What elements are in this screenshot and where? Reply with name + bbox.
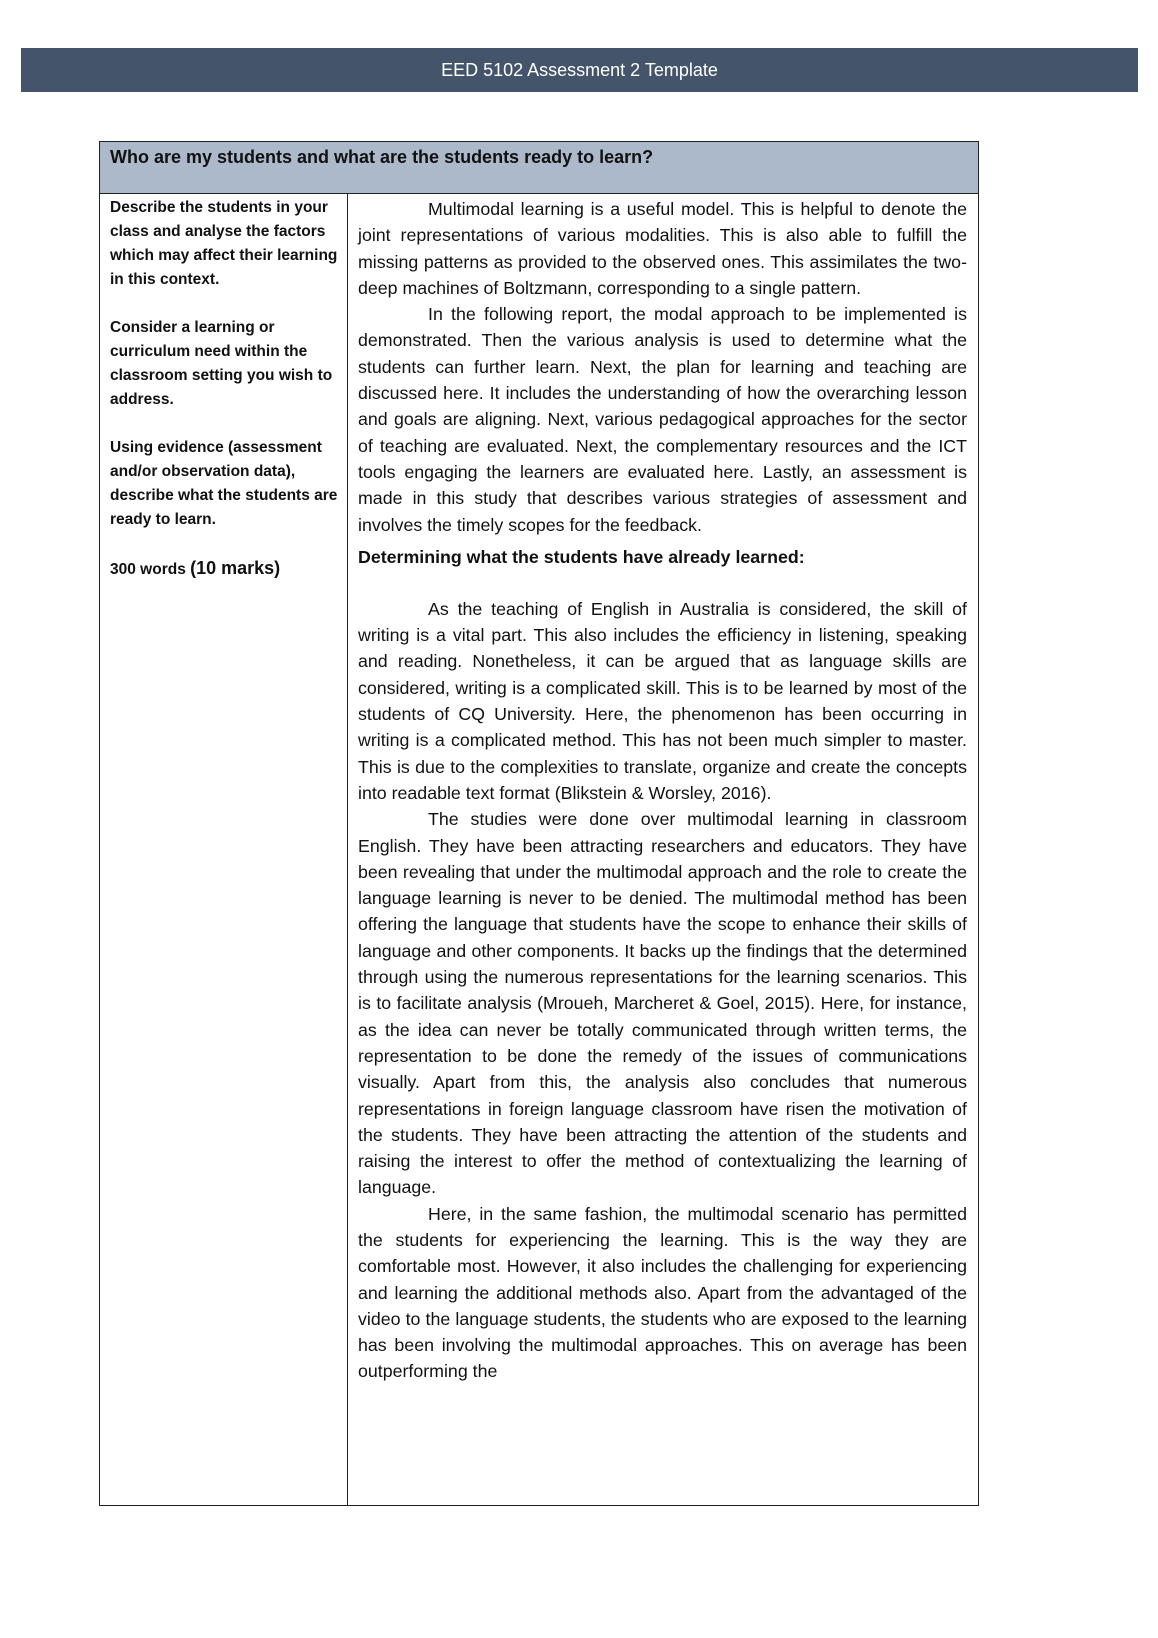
- response-paragraph: Multimodal learning is a useful model. This is helpful to denote the joint representations of various modalities. This is also able to fulfill the missing patterns as provided to the observed ones. This assimilates the two-deep machines of Boltzmann, corresponding to a single pattern.: [358, 199, 967, 298]
- instruction-describe: Describe the students in your class and analyse the factors which may affect their learning in this context.: [110, 199, 338, 288]
- instruction-consider: Consider a learning or curriculum need within the classroom setting you wish to address.: [110, 319, 333, 408]
- assessment-table: [99, 141, 979, 1506]
- response-paragraph: As the teaching of English in Australia is considered, the skill of writing is a vital part. This also includes the efficiency in listening, speaking and reading. Nonetheless, it can be argued that as language skills are considered, writing is a complicated skill. This is to be learned by most of the students of CQ University. Here, the phenomenon has been occurring in writing is a complicated method. This has not been much simpler to master. This is due to the complexities to translate, organize and create the concepts into readable text format (Blikstein & Worsley, 2016).: [358, 598, 967, 803]
- response-paragraph: In the following report, the modal approach to be implemented is demonstrated. Then the various analysis is used to determine what the students can further learn. Next, the plan for learning and teaching are discussed here. It includes the understanding of how the overarching lesson and goals are aligning. Next, various pedagogical approaches for the sector of teaching are evaluated. Next, the complementary resources and the ICT tools engaging the learners are evaluated here. Lastly, an assessment is made in this study that describes various strategies of assessment and involves the timely scopes for the feedback.: [358, 304, 967, 535]
- question-heading-row: [100, 142, 978, 194]
- document-title: EED 5102 Assessment 2 Template: [441, 60, 718, 80]
- instructions-cell: [100, 194, 348, 1505]
- response-paragraph: Here, in the same fashion, the multimodal scenario has permitted the students for experiencing the learning. This is the way they are comfortable most. However, it also includes the challenging for experiencing and learning the additional methods also. Apart from the advantaged of the video to the language students, the students who are exposed to the learning has been involving the multimodal approaches. This on average has been outperforming the: [358, 1203, 967, 1382]
- content-row: [100, 194, 978, 1505]
- question-heading: Who are my students and what are the students ready to learn?: [110, 147, 654, 167]
- marks-value: (10 marks): [190, 558, 281, 578]
- document-header: [21, 48, 1138, 92]
- response-subheading: Determining what the students have already learned:: [358, 546, 805, 567]
- response-paragraph: The studies were done over multimodal learning in classroom English. They have been attracting researchers and educators. They have been revealing that under the multimodal approach and the role to create the language learning is never to be denied. The multimodal method has been offering the language that students have the scope to enhance their skills of language and other components. It backs up the findings that the determined through using the numerous representations for the learning scenarios. This is to facilitate analysis (Mroueh, Marcheret & Goel, 2015). Here, for instance, as the idea can never be totally communicated through written terms, the representation to be done the remedy of the issues of communications visually. Apart from this, the analysis also concludes that numerous representations in foreign language classroom have risen the motivation of the students. They have been attracting the attention of the students and raising the interest to offer the method of contextualizing the learning of language.: [358, 809, 967, 1198]
- instruction-marks: [110, 556, 339, 582]
- response-cell: [348, 194, 978, 1505]
- word-count: 300 words: [110, 561, 186, 578]
- instruction-evidence: Using evidence (assessment and/or observation data), describe what the students are ready to learn.: [110, 439, 338, 528]
